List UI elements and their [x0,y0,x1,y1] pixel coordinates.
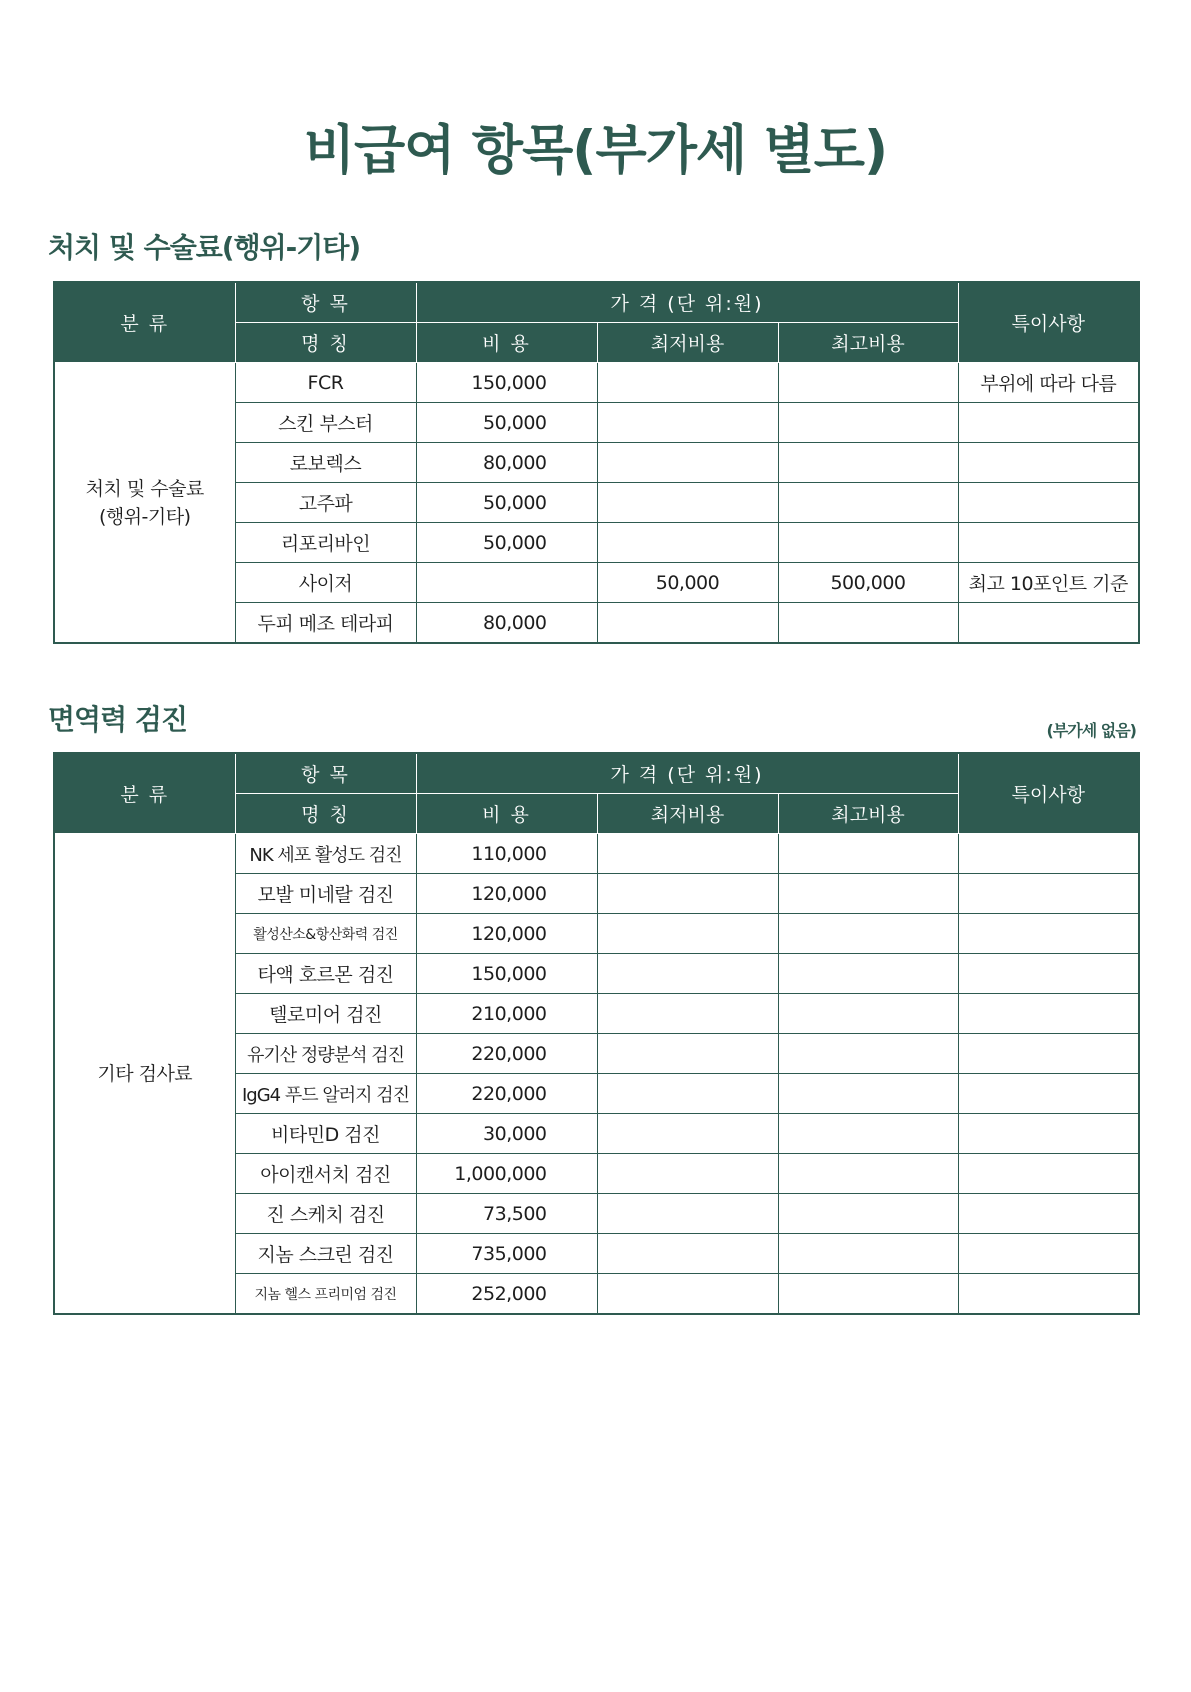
max-cost-cell [778,523,958,563]
max-cost-cell [778,603,958,644]
min-cost-cell [597,914,778,954]
cost-cell: 50,000 [416,523,597,563]
min-cost-cell [597,994,778,1034]
min-cost-cell [597,954,778,994]
cost-cell: 150,000 [416,954,597,994]
max-cost-cell [778,914,958,954]
page-title: 비급여 항목(부가세 별도) [303,120,888,181]
header-max-cost: 최고비용 [778,323,958,363]
note-cell [958,1034,1139,1074]
max-cost-cell [778,1074,958,1114]
item-name-cell: 지놈 스크린 검진 [235,1234,416,1274]
min-cost-cell [597,483,778,523]
item-name-cell: 로보렉스 [235,443,416,483]
table-row [54,834,1139,874]
header-name: 명 칭 [235,794,416,834]
note-cell [958,483,1139,523]
cost-cell: 220,000 [416,1034,597,1074]
note-cell [958,1274,1139,1315]
note-cell [958,1074,1139,1114]
item-name-cell: 유기산 정량분석 검진 [235,1034,416,1074]
cost-cell: 252,000 [416,1274,597,1315]
cost-cell: 110,000 [416,834,597,874]
note-cell [958,1194,1139,1234]
max-cost-cell [778,1154,958,1194]
item-name-cell: 모발 미네랄 검진 [235,874,416,914]
note-cell [958,994,1139,1034]
note-cell [958,1154,1139,1194]
cost-cell: 80,000 [416,603,597,644]
min-cost-cell [597,1074,778,1114]
cost-cell [416,563,597,603]
category-label: 기타 검사료 [97,1062,193,1085]
min-cost-cell [597,1034,778,1074]
note-cell [958,874,1139,914]
min-cost-cell [597,523,778,563]
min-cost-cell [597,443,778,483]
header-category: 분 류 [54,753,235,834]
header-item: 항 목 [235,753,416,794]
max-cost-cell [778,1114,958,1154]
note-cell [958,954,1139,994]
note-cell [958,1114,1139,1154]
header-note: 특이사항 [958,753,1139,834]
note-cell [958,403,1139,443]
item-name-cell: FCR [235,363,416,403]
item-name-cell: 아이캔서치 검진 [235,1154,416,1194]
item-name-cell: 사이저 [235,563,416,603]
note-cell: 부위에 따라 다름 [958,363,1139,403]
max-cost-cell [778,403,958,443]
max-cost-cell [778,1234,958,1274]
table-row [54,363,1139,403]
item-name-cell: 텔로미어 검진 [235,994,416,1034]
item-name-cell: 타액 호르몬 검진 [235,954,416,994]
immunity-price-table [53,752,1140,1315]
min-cost-cell [597,1274,778,1315]
min-cost-cell [597,603,778,644]
note-cell [958,443,1139,483]
header-category: 분 류 [54,282,235,363]
max-cost-cell: 500,000 [778,563,958,603]
category-label: 처치 및 수술료 [85,477,204,500]
item-name-cell: 리포리바인 [235,523,416,563]
cost-cell: 120,000 [416,914,597,954]
min-cost-cell [597,874,778,914]
item-name-cell: NK 세포 활성도 검진 [235,834,416,874]
header-price-unit: 가 격 (단 위:원) [416,282,958,323]
cost-cell: 120,000 [416,874,597,914]
header-cost: 비 용 [416,794,597,834]
category-cell [54,363,235,644]
cost-cell: 220,000 [416,1074,597,1114]
min-cost-cell [597,403,778,443]
item-name-cell: 스킨 부스터 [235,403,416,443]
header-price-unit: 가 격 (단 위:원) [416,753,958,794]
item-name-cell: 지놈 헬스 프리미엄 검진 [235,1274,416,1315]
header-min-cost: 최저비용 [597,794,778,834]
section-title-treatment: 처치 및 수술료(행위-기타) [48,231,361,264]
vat-exempt-note: (부가세 없음) [1046,721,1136,740]
note-cell: 최고 10포인트 기준 [958,563,1139,603]
item-name-cell: IgG4 푸드 알러지 검진 [235,1074,416,1114]
max-cost-cell [778,483,958,523]
note-cell [958,1234,1139,1274]
header-note: 특이사항 [958,282,1139,363]
cost-cell: 150,000 [416,363,597,403]
min-cost-cell [597,1154,778,1194]
header-name: 명 칭 [235,323,416,363]
immunity-table-body [54,834,1139,1315]
cost-cell: 50,000 [416,483,597,523]
section-title-immunity: 면역력 검진 [48,703,187,736]
category-cell [54,834,235,1315]
max-cost-cell [778,1194,958,1234]
min-cost-cell [597,363,778,403]
cost-cell: 210,000 [416,994,597,1034]
cost-cell: 1,000,000 [416,1154,597,1194]
min-cost-cell [597,1114,778,1154]
note-cell [958,914,1139,954]
header-min-cost: 최저비용 [597,323,778,363]
header-item: 항 목 [235,282,416,323]
category-label: (행위-기타) [98,505,191,528]
max-cost-cell [778,994,958,1034]
item-name-cell: 고주파 [235,483,416,523]
item-name-cell: 비타민D 검진 [235,1114,416,1154]
note-cell [958,523,1139,563]
max-cost-cell [778,874,958,914]
note-cell [958,834,1139,874]
max-cost-cell [778,954,958,994]
cost-cell: 735,000 [416,1234,597,1274]
max-cost-cell [778,834,958,874]
cost-cell: 30,000 [416,1114,597,1154]
min-cost-cell [597,834,778,874]
max-cost-cell [778,1274,958,1315]
max-cost-cell [778,443,958,483]
min-cost-cell [597,1194,778,1234]
header-max-cost: 최고비용 [778,794,958,834]
cost-cell: 73,500 [416,1194,597,1234]
item-name-cell: 진 스케치 검진 [235,1194,416,1234]
max-cost-cell [778,363,958,403]
treatment-price-table [53,281,1140,644]
max-cost-cell [778,1034,958,1074]
header-cost: 비 용 [416,323,597,363]
treatment-table-body [54,363,1139,644]
min-cost-cell [597,1234,778,1274]
note-cell [958,603,1139,644]
cost-cell: 50,000 [416,403,597,443]
item-name-cell: 활성산소&항산화력 검진 [235,914,416,954]
cost-cell: 80,000 [416,443,597,483]
min-cost-cell: 50,000 [597,563,778,603]
item-name-cell: 두피 메조 테라피 [235,603,416,644]
